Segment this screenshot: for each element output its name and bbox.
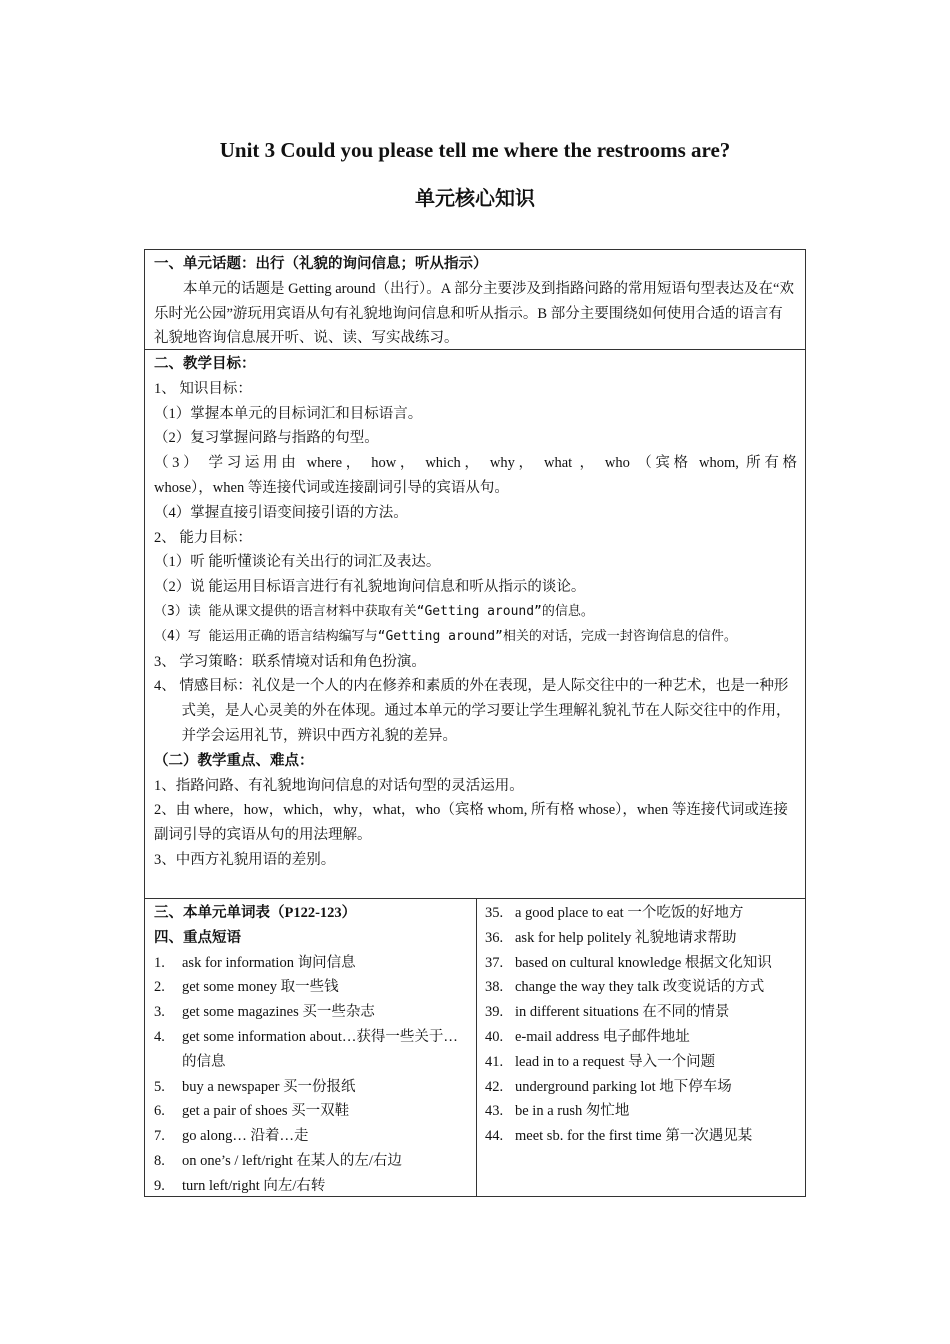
knowledge-item-2: （2）复习掌握问路与指路的句型。	[154, 430, 379, 447]
phrase-number: 42.	[485, 1078, 504, 1095]
phrase-item	[154, 1174, 470, 1199]
phrase-text: get some information about…获得一些关于…的信息	[182, 1028, 458, 1070]
phrase-number: 43.	[485, 1103, 504, 1120]
phrase-text: buy a newspaper 买一份报纸	[182, 1078, 356, 1095]
phrase-list-right	[485, 901, 799, 1149]
ability-writing: （4）写 能运用正确的语言结构编写与“Getting around”相关的对话，完成一封咨询信息的信件。	[154, 628, 737, 644]
phrase-item	[154, 1149, 470, 1174]
phrase-item	[154, 975, 470, 1000]
knowledge-item-3-line-2: whose），when 等连接代词或连接副词引导的宾语从句。	[154, 479, 509, 496]
focus-item-2: 2、由 where，how，which，why，what，who（宾格 whom, 所有格 whose），when 等连接代词或连接副词引导的宾语从句的用法理解。	[154, 802, 788, 844]
vocab-heading: 三、本单元单词表（P122-123）	[154, 905, 357, 921]
phrase-number: 41.	[485, 1053, 504, 1070]
phrase-item	[485, 975, 799, 1000]
phrase-item	[154, 951, 470, 976]
phrase-text: underground parking lot 地下停车场	[515, 1078, 732, 1095]
phrase-item	[154, 1099, 470, 1124]
page-title: Unit 3 Could you please tell me where the restrooms are?	[219, 138, 731, 162]
phrase-text: meet sb. for the first time 第一次遇见某	[515, 1128, 753, 1145]
phrase-number: 40.	[485, 1028, 504, 1045]
phrase-number: 9.	[154, 1177, 165, 1194]
phrase-text: get a pair of shoes 买一双鞋	[182, 1103, 350, 1120]
phrase-list-left	[154, 951, 470, 1199]
phrase-text: e-mail address 电子邮件地址	[515, 1028, 690, 1045]
topic-section	[144, 249, 806, 350]
phrase-item	[485, 926, 799, 951]
phrase-item	[154, 1075, 470, 1100]
phrase-number: 3.	[154, 1004, 165, 1021]
phrase-item	[485, 1050, 799, 1075]
objectives-section	[144, 349, 806, 899]
phrase-item	[485, 1025, 799, 1050]
phrase-text: change the way they talk 改变说话的方式	[515, 979, 765, 996]
phrase-number: 36.	[485, 929, 504, 946]
phrase-text: in different situations 在不同的情景	[515, 1004, 730, 1021]
emotion-goal: 4、 情感目标：礼仪是一个人的内在修养和素质的外在表现，是人际交往中的一种艺术，也是一种形式美，是人心灵美的外在体现。通过本单元的学习要让学生理解礼貌礼节在人际交往中的作用，并学会运用礼节，辨识中西方礼貌的差异。	[154, 678, 791, 744]
phrase-text: on one’s / left/right 在某人的左/右边	[182, 1152, 402, 1169]
phrase-text: based on cultural knowledge 根据文化知识	[515, 954, 772, 971]
objectives-heading: 二、教学目标：	[154, 356, 256, 372]
phrase-number: 35.	[485, 905, 504, 921]
topic-heading: 一、单元话题：出行（礼貌的询问信息；听从指示）	[154, 256, 488, 272]
ability-listening: （1）听 能听懂谈论有关出行的词汇及表达。	[154, 554, 441, 571]
phrase-number: 44.	[485, 1128, 504, 1145]
learning-strategy: 3、 学习策略：联系情境对话和角色扮演。	[154, 653, 426, 670]
phrase-item	[485, 901, 799, 926]
ability-speaking: （2）说 能运用目标语言进行有礼貌地询问信息和听从指示的谈论。	[154, 579, 586, 596]
phrase-item	[485, 1099, 799, 1124]
phrase-number: 4.	[154, 1028, 165, 1045]
phrase-text: be in a rush 匆忙地	[515, 1103, 630, 1120]
phrase-number: 5.	[154, 1078, 165, 1095]
phrases-right-column	[477, 899, 805, 1196]
phrase-number: 7.	[154, 1128, 165, 1145]
topic-body: 本单元的话题是 Getting around（出行）。A 部分主要涉及到指路问路的常用短语句型表达及在“欢乐时光公园”游玩用宾语从句有礼貌地询问信息和听从指示。B 部分主要围绕如何使用合适的语言有礼貌地咨询信息展开听、说、读、写实战练习。	[154, 280, 794, 347]
phrase-number: 37.	[485, 954, 504, 971]
vocabulary-section	[144, 898, 806, 1197]
phrase-text: go along… 沿着…走	[182, 1128, 309, 1145]
focus-heading: （二）教学重点、难点：	[154, 752, 314, 769]
phrase-number: 2.	[154, 979, 165, 996]
phrase-text: turn left/right 向左/右转	[182, 1177, 326, 1194]
knowledge-item-1: （1）掌握本单元的目标词汇和目标语言。	[154, 405, 423, 422]
phrase-number: 1.	[154, 954, 165, 971]
phrase-text: ask for help politely 礼貌地请求帮助	[515, 929, 737, 946]
phrases-left-column	[145, 899, 477, 1196]
phrases-heading: 四、重点短语	[154, 929, 241, 946]
phrase-text: a good place to eat 一个吃饭的好地方	[515, 905, 744, 921]
phrase-item	[485, 1075, 799, 1100]
knowledge-item-4: （4）掌握直接引语变间接引语的方法。	[154, 504, 408, 521]
knowledge-heading: 1、 知识目标：	[154, 380, 252, 397]
phrase-item	[154, 1000, 470, 1025]
phrase-number: 38.	[485, 979, 504, 996]
phrase-text: lead in to a request 导入一个问题	[515, 1053, 716, 1070]
phrase-text: ask for information 询问信息	[182, 954, 356, 971]
phrase-item	[154, 1025, 470, 1075]
phrase-item	[485, 951, 799, 976]
focus-item-3: 3、中西方礼貌用语的差别。	[154, 851, 336, 868]
phrase-number: 39.	[485, 1004, 504, 1021]
phrase-item	[485, 1124, 799, 1149]
phrase-number: 6.	[154, 1103, 165, 1120]
phrase-number: 8.	[154, 1152, 165, 1169]
phrase-text: get some magazines 买一些杂志	[182, 1004, 375, 1021]
phrase-item	[485, 1000, 799, 1025]
knowledge-item-3-line-1: （3） 学习运用由 where， how， which， why， what ， who （宾格 whom, 所有格	[154, 455, 797, 472]
page-subtitle: 单元核心知识	[415, 188, 535, 210]
phrase-item	[154, 1124, 470, 1149]
focus-item-1: 1、指路问路、有礼貌地询问信息的对话句型的灵活运用。	[154, 777, 524, 794]
phrase-text: get some money 取一些钱	[182, 979, 339, 996]
ability-heading: 2、 能力目标：	[154, 529, 252, 546]
ability-reading: （3）读 能从课文提供的语言材料中获取有关“Getting around”的信息。	[154, 603, 594, 619]
